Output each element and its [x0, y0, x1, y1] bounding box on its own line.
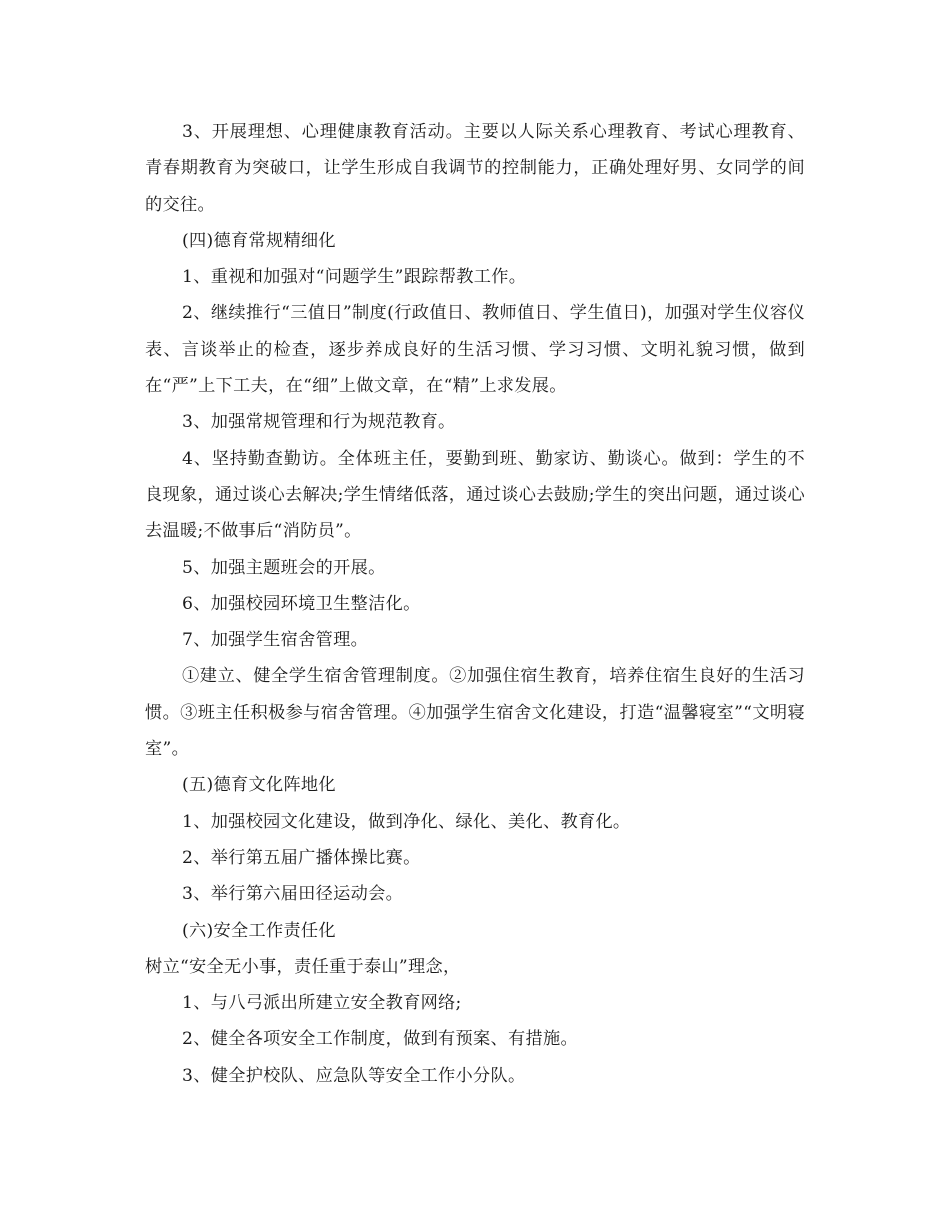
paragraph-safety-concept: 树立“安全无小事，责任重于泰山”理念， — [145, 956, 461, 977]
paragraph-campus-hygiene: 6、加强校园环境卫生整洁化。 — [182, 593, 421, 614]
paragraph-mental-health-activities: 3、开展理想、心理健康教育活动。主要以人际关系心理教育、考试心理教育、青春期教育为突破口，让学生形成自我调节的控制能力，正确处理好男、女同学的间的交往。 — [145, 122, 805, 215]
document-body — [145, 114, 805, 1094]
paragraph-problem-students: 1、重视和加强对“问题学生”跟踪帮教工作。 — [182, 267, 527, 288]
paragraph-class-meetings: 5、加强主题班会的开展。 — [182, 557, 386, 578]
section-heading-5: (五)德育文化阵地化 — [182, 775, 336, 796]
paragraph-diligent-visits: 4、坚持勤查勤访。全体班主任，要勤到班、勤家访、勤谈心。做到：学生的不良现象，通过谈心去解决;学生情绪低落，通过谈心去鼓励;学生的突出问题，通过谈心去温暖;不做事后“消防员”。 — [145, 448, 805, 542]
paragraph-police-network: 1、与八弓派出所建立安全教育网络; — [182, 993, 462, 1014]
section-heading-4: (四)德育常规精细化 — [182, 230, 336, 251]
paragraph-campus-culture: 1、加强校园文化建设，做到净化、绿化、美化、教育化。 — [182, 811, 631, 832]
paragraph-routine-management: 3、加强常规管理和行为规范教育。 — [182, 412, 456, 433]
paragraph-sports-meeting: 3、举行第六届田径运动会。 — [182, 884, 404, 905]
paragraph-dormitory-details: ①建立、健全学生宿舍管理制度。②加强住宿生教育，培养住宿生良好的生活习惯。③班主任积极参与宿舍管理。④加强学生宿舍文化建设，打造“温馨寝室”“文明寝室”。 — [145, 666, 805, 760]
paragraph-safety-rules: 2、健全各项安全工作制度，做到有预案、有措施。 — [182, 1029, 578, 1050]
paragraph-safety-teams: 3、健全护校队、应急队等安全工作小分队。 — [182, 1065, 526, 1086]
section-heading-6: (六)安全工作责任化 — [182, 920, 336, 941]
paragraph-three-duty-system: 2、继续推行“三值日”制度(行政值日、教师值日、学生值日)，加强对学生仪容仪表、言谈举止的检查，逐步养成良好的生活习惯、学习习惯、文明礼貌习惯，做到在“严”上下工夫，在“细”上做文章，在“精”上求发展。 — [145, 303, 805, 397]
paragraph-broadcast-exercise: 2、举行第五届广播体操比赛。 — [182, 847, 421, 868]
paragraph-dormitory-management: 7、加强学生宿舍管理。 — [182, 630, 369, 651]
